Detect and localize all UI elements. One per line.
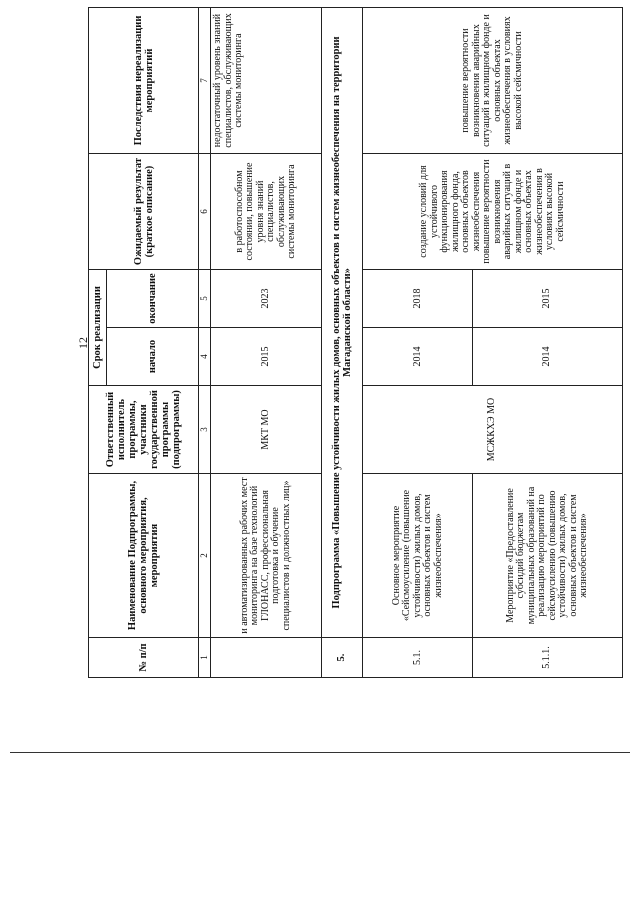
- row-executor: МСЖКХЭ МО: [363, 386, 623, 474]
- header-num: № п/п: [89, 638, 199, 678]
- row-name: Основное мероприятие «Сейсмоусиление (повышение устойчивости) жилых домов, основных объектов и систем жизнеобеспечения»: [363, 474, 473, 638]
- header-consequence: Последствия нереализации мероприятий: [89, 8, 199, 154]
- column-number-row: [199, 8, 211, 678]
- row-end: 2015: [473, 270, 623, 328]
- header-term: Срок реализации: [89, 270, 107, 386]
- col-number: 2: [199, 474, 211, 638]
- page-number: 12: [76, 337, 90, 349]
- header-end: окончание: [107, 270, 199, 328]
- row-consequence: недостаточный уровень знаний специалистов, обслуживающих системы мониторинга: [211, 8, 321, 154]
- col-number: 3: [199, 386, 211, 474]
- table-row: [211, 8, 321, 678]
- row-result: создание условий для устойчивого функционирования жилищного фонда, основных объектов жизнеобеспечения повышение вероятности возникновения аварийных ситуаций в жилищном фонде и основных объектах жизнеобеспечения в условиях высокой сейсмичности: [363, 154, 623, 270]
- col-number: 5: [199, 270, 211, 328]
- row-end: 2018: [363, 270, 473, 328]
- row-result: в работоспособном состоянии, повышение уровня знаний специалистов, обслуживающих системы мониторинга: [211, 154, 321, 270]
- row-name: Мероприятие «Предоставление субсидий бюджетам муниципальных образований на реализацию мероприятий по сейсмоусилению (повышению устойчивости) жилых домов, основных объектов и систем жизнеобеспечения»: [473, 474, 623, 638]
- header-executor: Ответственный исполнитель программы, участники государственной программы (подпрограммы): [89, 386, 199, 474]
- header-result: Ожидаемый результат (краткое описание): [89, 154, 199, 270]
- header-name: Наименование Подпрограммы, основного мероприятия, мероприятия: [89, 474, 199, 638]
- row-start: 2015: [211, 328, 321, 386]
- row-executor: МКТ МО: [211, 386, 321, 474]
- table-row: [363, 8, 473, 678]
- rotated-document-page: [70, 8, 625, 678]
- row-start: 2014: [363, 328, 473, 386]
- subprogram-row: [321, 8, 362, 678]
- row-num: 5.1.1.: [473, 638, 623, 678]
- header-row: [89, 8, 107, 678]
- program-measures-table: [88, 7, 623, 678]
- row-num: [211, 638, 321, 678]
- col-number: 1: [199, 638, 211, 678]
- row-num: 5.1.: [363, 638, 473, 678]
- subprogram-num: 5.: [321, 638, 362, 678]
- header-start: начало: [107, 328, 199, 386]
- page-divider-line: [10, 752, 630, 753]
- row-start: 2014: [473, 328, 623, 386]
- row-name: и автоматизированных рабочих мест мониторинга на базе технологий ГЛОНАСС, профессиональная подготовка и обучение специалистов и должностных лиц»: [211, 474, 321, 638]
- row-consequence: повышение вероятности возникновения аварийных ситуаций в жилищном фонде и основных объектах жизнеобеспечения в условиях высокой сейсмичности: [363, 8, 623, 154]
- col-number: 4: [199, 328, 211, 386]
- subprogram-title: Подпрограмма «Повышение устойчивости жилых домов, основных объектов и систем жизнеобеспечения на территории Магаданской области»: [321, 8, 362, 638]
- col-number: 7: [199, 8, 211, 154]
- row-end: 2023: [211, 270, 321, 328]
- col-number: 6: [199, 154, 211, 270]
